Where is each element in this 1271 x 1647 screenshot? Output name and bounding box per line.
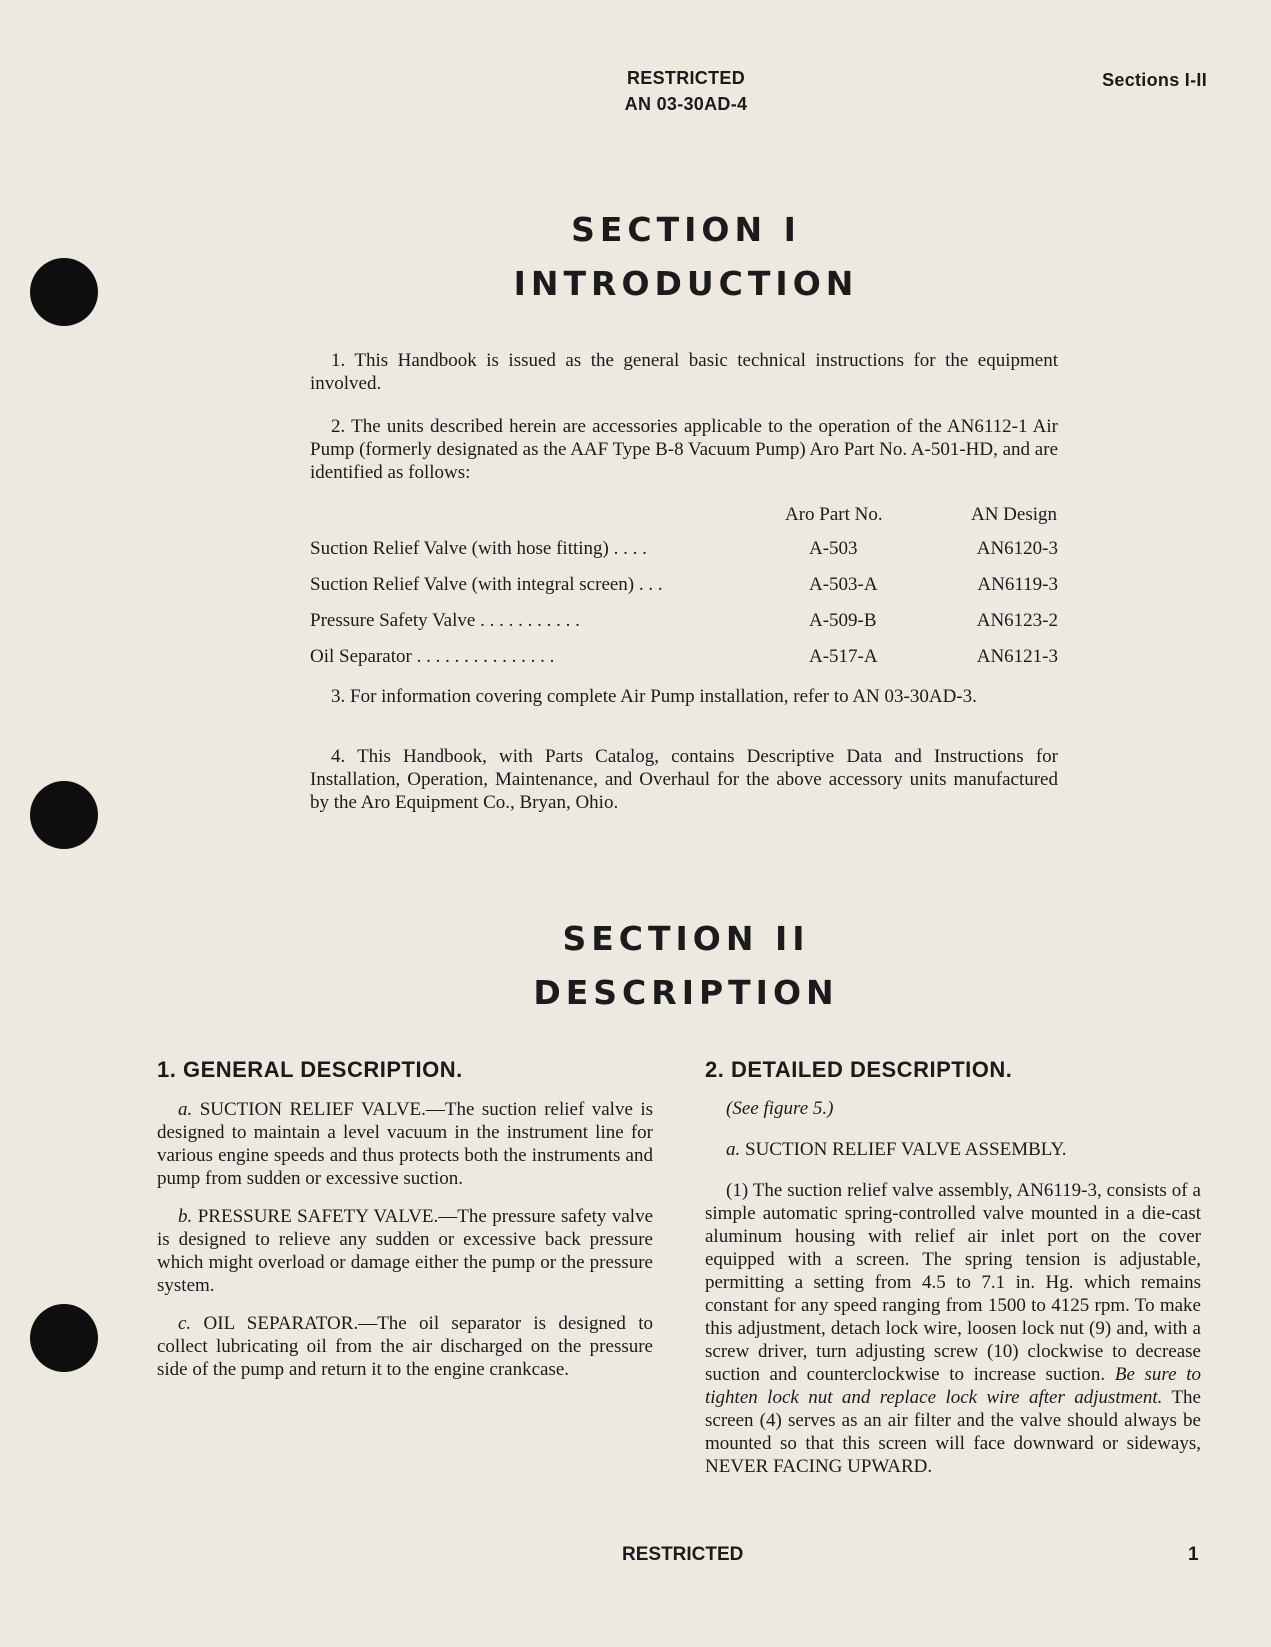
table-cell-an: AN6119-3 [977,574,1058,595]
section-2-title: DESCRIPTION [533,973,839,1012]
detailed-para-a-text: SUCTION RELIEF VALVE ASSEMBLY. [745,1139,1067,1160]
table-header-aro-part: Aro Part No. [785,504,883,525]
intro-paragraph-3 [310,685,1058,708]
general-para-a-label: a. [178,1099,193,1120]
general-para-c-label: c. [178,1313,192,1334]
table-row [310,574,1058,598]
detailed-para-a-label: a. [726,1139,741,1160]
intro-paragraph-2 [310,415,1058,484]
intro-para-1-text: 1. This Handbook is issued as the general basic technical instructions for the equipment involved. [310,350,1058,394]
table-cell-name: Suction Relief Valve (with hose fitting) . . . . [310,538,647,559]
table-cell-part: A-503-A [809,574,878,595]
punch-hole-middle [30,781,98,849]
general-para-a-text: SUCTION RELIEF VALVE.—The suction relief valve is designed to maintain a level vacuum in the instrument line for various engine speeds and thus protects both the instruments and pump from sudden or excessive suction. [157,1099,653,1189]
detailed-description-heading: 2. DETAILED DESCRIPTION. [705,1057,1013,1082]
table-row [310,646,1058,670]
table-cell-name: Oil Separator . . . . . . . . . . . . . . . [310,646,555,667]
table-cell-name: Suction Relief Valve (with integral screen) . . . [310,574,663,595]
intro-para-3-text: 3. For information covering complete Air Pump installation, refer to AN 03-30AD-3. [331,686,977,707]
detailed-para-1-text: (1) The suction relief valve assembly, AN6119-3, consists of a simple automatic spring-controlled valve mounted in a die-cast aluminum housing with relief air inlet port on the cover equipped with a screen. The spring tension is adjustable, permitting a setting from 4.5 to 7.1 in. Hg. which remains constant for any speed ranging from 1500 to 4125 rpm. To make this adjustment, detach lock wire, loosen lock nut (9) and, with a screw driver, turn adjusting screw (10) clockwise to decrease suction and counterclockwise to increase suction. [705,1180,1201,1385]
table-header-an-design: AN Design [970,504,1057,525]
table-cell-an: AN6123-2 [976,610,1058,631]
table-cell-an: AN6121-3 [976,646,1058,667]
table-cell-name: Pressure Safety Valve . . . . . . . . . . . [310,610,580,631]
table-cell-part: A-517-A [809,646,878,667]
intro-paragraph-4 [310,745,1058,814]
general-para-c [157,1312,653,1381]
general-para-b [157,1205,653,1297]
footer-restricted: RESTRICTED [622,1544,744,1565]
header-document-number: AN 03-30AD-4 [624,94,748,114]
see-figure-text: (See figure 5.) [726,1098,834,1119]
table-row [310,610,1058,634]
general-para-c-text: OIL SEPARATOR.—The oil separator is designed to collect lubricating oil from the air discharged on the pressure side of the pump and return it to the engine crankcase. [157,1313,654,1380]
table-cell-part: A-509-B [809,610,877,631]
header-restricted: RESTRICTED [626,68,745,88]
detailed-para-1-italic: Be sure to tighten lock nut and replace lock wire after adjustment. [705,1364,1201,1408]
see-figure-note [705,1097,1201,1120]
detailed-description-body [705,1097,1201,1493]
section-1-number: SECTION I [571,210,801,249]
detailed-para-1-end: The screen (4) serves as an air filter and the valve should always be mounted so that this screen will face downward or sideways, NEVER FACING UPWARD. [705,1387,1201,1477]
intro-paragraph-1 [310,349,1058,395]
general-para-b-text: PRESSURE SAFETY VALVE.—The pressure safety valve is designed to relieve any sudden or excessive back pressure which might overload or damage either the pump or the pressure system. [157,1206,654,1296]
general-para-b-label: b. [178,1206,193,1227]
page-number: 1 [1188,1544,1199,1565]
table-row [310,538,1058,562]
general-para-a [157,1098,653,1190]
section-2-number: SECTION II [562,919,810,958]
header-sections: Sections I-II [1102,70,1207,90]
detailed-para-a [705,1138,1201,1161]
intro-para-2-text: 2. The units described herein are accessories applicable to the operation of the AN6112-1 Air Pump (formerly designated as the AAF Type B-8 Vacuum Pump) Aro Part No. A-501-HD, and are identified as follows: [310,416,1058,483]
intro-para-4-text: 4. This Handbook, with Parts Catalog, contains Descriptive Data and Instructions for Installation, Operation, Maintenance, and Overhaul for the above accessory units manufactured by the Aro Equipment Co., Bryan, Ohio. [310,746,1058,813]
punch-hole-bottom [30,1304,98,1372]
table-cell-an: AN6120-3 [976,538,1058,559]
general-description-heading: 1. GENERAL DESCRIPTION. [157,1057,463,1082]
detailed-para-1 [705,1179,1201,1478]
section-1-title: INTRODUCTION [513,264,859,303]
table-cell-part: A-503 [809,538,858,559]
general-description-body [157,1098,653,1396]
